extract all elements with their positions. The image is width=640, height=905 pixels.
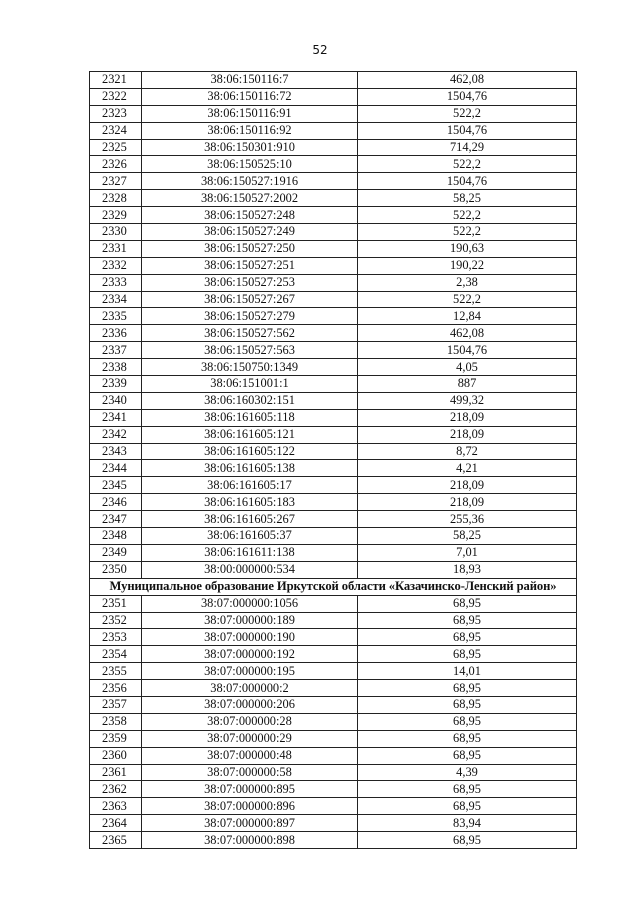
row-number: 2325 [90, 139, 142, 156]
row-number: 2354 [90, 646, 142, 663]
row-number: 2364 [90, 815, 142, 832]
row-value: 1504,76 [358, 173, 577, 190]
table-row [90, 308, 577, 325]
row-value: 68,95 [358, 646, 577, 663]
row-value: 218,09 [358, 409, 577, 426]
cadastral-number: 38:06:150527:248 [142, 207, 358, 224]
row-value: 4,05 [358, 359, 577, 376]
table-row [90, 832, 577, 849]
row-value: 1504,76 [358, 88, 577, 105]
cadastral-number: 38:07:000000:896 [142, 798, 358, 815]
cadastral-number: 38:06:150116:7 [142, 72, 358, 89]
cadastral-number: 38:06:150527:2002 [142, 190, 358, 207]
row-value: 190,63 [358, 240, 577, 257]
cadastral-number: 38:06:161605:118 [142, 409, 358, 426]
row-number: 2327 [90, 173, 142, 190]
row-value: 68,95 [358, 696, 577, 713]
row-number: 2339 [90, 376, 142, 393]
cadastral-number: 38:06:150116:91 [142, 105, 358, 122]
cadastral-number: 38:06:161605:183 [142, 494, 358, 511]
row-number: 2359 [90, 730, 142, 747]
table-row [90, 409, 577, 426]
row-number: 2352 [90, 612, 142, 629]
row-value: 2,38 [358, 274, 577, 291]
row-number: 2321 [90, 72, 142, 89]
cadastral-number: 38:07:000000:192 [142, 646, 358, 663]
row-value: 8,72 [358, 443, 577, 460]
row-value: 522,2 [358, 291, 577, 308]
row-value: 499,32 [358, 392, 577, 409]
table-row [90, 443, 577, 460]
row-number: 2363 [90, 798, 142, 815]
cadastral-number: 38:07:000000:48 [142, 747, 358, 764]
row-value: 83,94 [358, 815, 577, 832]
row-value: 7,01 [358, 544, 577, 561]
row-number: 2338 [90, 359, 142, 376]
cadastral-number: 38:07:000000:897 [142, 815, 358, 832]
cadastral-number: 38:07:000000:29 [142, 730, 358, 747]
row-value: 714,29 [358, 139, 577, 156]
cadastral-number: 38:06:161605:121 [142, 426, 358, 443]
table-row [90, 747, 577, 764]
cadastral-number: 38:07:000000:895 [142, 781, 358, 798]
cadastral-number: 38:06:161605:267 [142, 511, 358, 528]
row-number: 2344 [90, 460, 142, 477]
table-row [90, 713, 577, 730]
table-row [90, 257, 577, 274]
cadastral-number: 38:06:150527:279 [142, 308, 358, 325]
row-number: 2331 [90, 240, 142, 257]
row-number: 2346 [90, 494, 142, 511]
row-number: 2323 [90, 105, 142, 122]
page-number: 52 [312, 43, 328, 57]
cadastral-number: 38:06:150527:250 [142, 240, 358, 257]
table-row [90, 528, 577, 545]
row-value: 68,95 [358, 781, 577, 798]
row-number: 2353 [90, 629, 142, 646]
cadastral-number: 38:06:161605:138 [142, 460, 358, 477]
cadastral-number: 38:06:150527:253 [142, 274, 358, 291]
row-number: 2334 [90, 291, 142, 308]
table-row [90, 764, 577, 781]
row-number: 2360 [90, 747, 142, 764]
table-row [90, 511, 577, 528]
row-number: 2333 [90, 274, 142, 291]
table-row [90, 359, 577, 376]
row-value: 1504,76 [358, 342, 577, 359]
row-value: 218,09 [358, 477, 577, 494]
row-number: 2358 [90, 713, 142, 730]
row-number: 2362 [90, 781, 142, 798]
cadastral-number: 38:07:000000:28 [142, 713, 358, 730]
row-number: 2335 [90, 308, 142, 325]
row-value: 1504,76 [358, 122, 577, 139]
row-value: 68,95 [358, 612, 577, 629]
row-value: 462,08 [358, 72, 577, 89]
row-value: 522,2 [358, 207, 577, 224]
table-body-after [90, 595, 577, 848]
row-number: 2332 [90, 257, 142, 274]
row-number: 2342 [90, 426, 142, 443]
table-row [90, 460, 577, 477]
row-number: 2347 [90, 511, 142, 528]
cadastral-number: 38:06:150527:563 [142, 342, 358, 359]
table-row [90, 544, 577, 561]
row-value: 522,2 [358, 105, 577, 122]
cadastral-number: 38:07:000000:2 [142, 680, 358, 697]
cadastral-number: 38:06:160302:151 [142, 392, 358, 409]
cadastral-number: 38:06:150527:1916 [142, 173, 358, 190]
row-value: 255,36 [358, 511, 577, 528]
table-row [90, 240, 577, 257]
section-title: Муниципальное образование Иркутской области «Казачинско-Ленский район» [90, 578, 577, 595]
table-row [90, 595, 577, 612]
cadastral-number: 38:06:150750:1349 [142, 359, 358, 376]
table-row [90, 477, 577, 494]
table-row [90, 342, 577, 359]
table-row [90, 88, 577, 105]
cadastral-number: 38:07:000000:195 [142, 663, 358, 680]
row-number: 2357 [90, 696, 142, 713]
row-number: 2329 [90, 207, 142, 224]
table-row [90, 173, 577, 190]
row-value: 68,95 [358, 680, 577, 697]
row-value: 68,95 [358, 747, 577, 764]
table-row [90, 426, 577, 443]
row-value: 462,08 [358, 325, 577, 342]
row-number: 2330 [90, 224, 142, 241]
row-value: 190,22 [358, 257, 577, 274]
row-number: 2356 [90, 680, 142, 697]
row-value: 68,95 [358, 832, 577, 849]
row-number: 2348 [90, 528, 142, 545]
table-row [90, 663, 577, 680]
row-value: 218,09 [358, 494, 577, 511]
cadastral-number: 38:00:000000:534 [142, 561, 358, 578]
table-row [90, 122, 577, 139]
row-number: 2351 [90, 595, 142, 612]
section-header-group [90, 578, 577, 595]
row-number: 2337 [90, 342, 142, 359]
table-row [90, 190, 577, 207]
table-row [90, 325, 577, 342]
row-value: 218,09 [358, 426, 577, 443]
cadastral-number: 38:06:150527:249 [142, 224, 358, 241]
cadastral-number: 38:06:151001:1 [142, 376, 358, 393]
table-row [90, 105, 577, 122]
row-number: 2336 [90, 325, 142, 342]
row-number: 2349 [90, 544, 142, 561]
table-row [90, 72, 577, 89]
table-row [90, 224, 577, 241]
row-value: 68,95 [358, 798, 577, 815]
table-row [90, 781, 577, 798]
row-value: 68,95 [358, 713, 577, 730]
row-value: 522,2 [358, 224, 577, 241]
cadastral-number: 38:07:000000:206 [142, 696, 358, 713]
row-number: 2340 [90, 392, 142, 409]
cadastral-number: 38:06:150527:267 [142, 291, 358, 308]
row-value: 522,2 [358, 156, 577, 173]
table-row [90, 815, 577, 832]
row-value: 58,25 [358, 528, 577, 545]
table-row [90, 392, 577, 409]
row-number: 2326 [90, 156, 142, 173]
table-row [90, 207, 577, 224]
table-row [90, 376, 577, 393]
row-number: 2361 [90, 764, 142, 781]
table-row [90, 139, 577, 156]
table-row [90, 798, 577, 815]
cadastral-number: 38:07:000000:1056 [142, 595, 358, 612]
table-row [90, 494, 577, 511]
cadastral-number: 38:06:150301:910 [142, 139, 358, 156]
table-row [90, 646, 577, 663]
data-table [89, 71, 577, 849]
table-row [90, 680, 577, 697]
row-number: 2324 [90, 122, 142, 139]
row-value: 68,95 [358, 629, 577, 646]
cadastral-number: 38:06:161605:122 [142, 443, 358, 460]
row-number: 2343 [90, 443, 142, 460]
table-row [90, 730, 577, 747]
row-value: 68,95 [358, 595, 577, 612]
row-number: 2322 [90, 88, 142, 105]
row-value: 58,25 [358, 190, 577, 207]
cadastral-number: 38:07:000000:190 [142, 629, 358, 646]
table-row [90, 696, 577, 713]
table-row [90, 291, 577, 308]
cadastral-number: 38:06:150525:10 [142, 156, 358, 173]
row-number: 2328 [90, 190, 142, 207]
row-number: 2345 [90, 477, 142, 494]
row-value: 4,21 [358, 460, 577, 477]
cadastral-number: 38:06:161605:37 [142, 528, 358, 545]
table-row [90, 156, 577, 173]
cadastral-number: 38:06:161611:138 [142, 544, 358, 561]
cadastral-number: 38:07:000000:898 [142, 832, 358, 849]
cadastral-number: 38:06:150116:72 [142, 88, 358, 105]
row-number: 2350 [90, 561, 142, 578]
row-number: 2355 [90, 663, 142, 680]
table-row [90, 629, 577, 646]
row-value: 18,93 [358, 561, 577, 578]
table-row [90, 274, 577, 291]
table-body-before [90, 72, 577, 579]
cadastral-number: 38:06:150116:92 [142, 122, 358, 139]
table-row [90, 561, 577, 578]
row-value: 4,39 [358, 764, 577, 781]
cadastral-number: 38:07:000000:189 [142, 612, 358, 629]
cadastral-number: 38:06:150527:562 [142, 325, 358, 342]
cadastral-number: 38:06:161605:17 [142, 477, 358, 494]
row-value: 12,84 [358, 308, 577, 325]
cadastral-number: 38:06:150527:251 [142, 257, 358, 274]
table-row [90, 612, 577, 629]
row-number: 2341 [90, 409, 142, 426]
row-value: 14,01 [358, 663, 577, 680]
row-value: 887 [358, 376, 577, 393]
data-table-container [89, 71, 576, 849]
section-header-row [90, 578, 577, 595]
row-number: 2365 [90, 832, 142, 849]
row-value: 68,95 [358, 730, 577, 747]
cadastral-number: 38:07:000000:58 [142, 764, 358, 781]
